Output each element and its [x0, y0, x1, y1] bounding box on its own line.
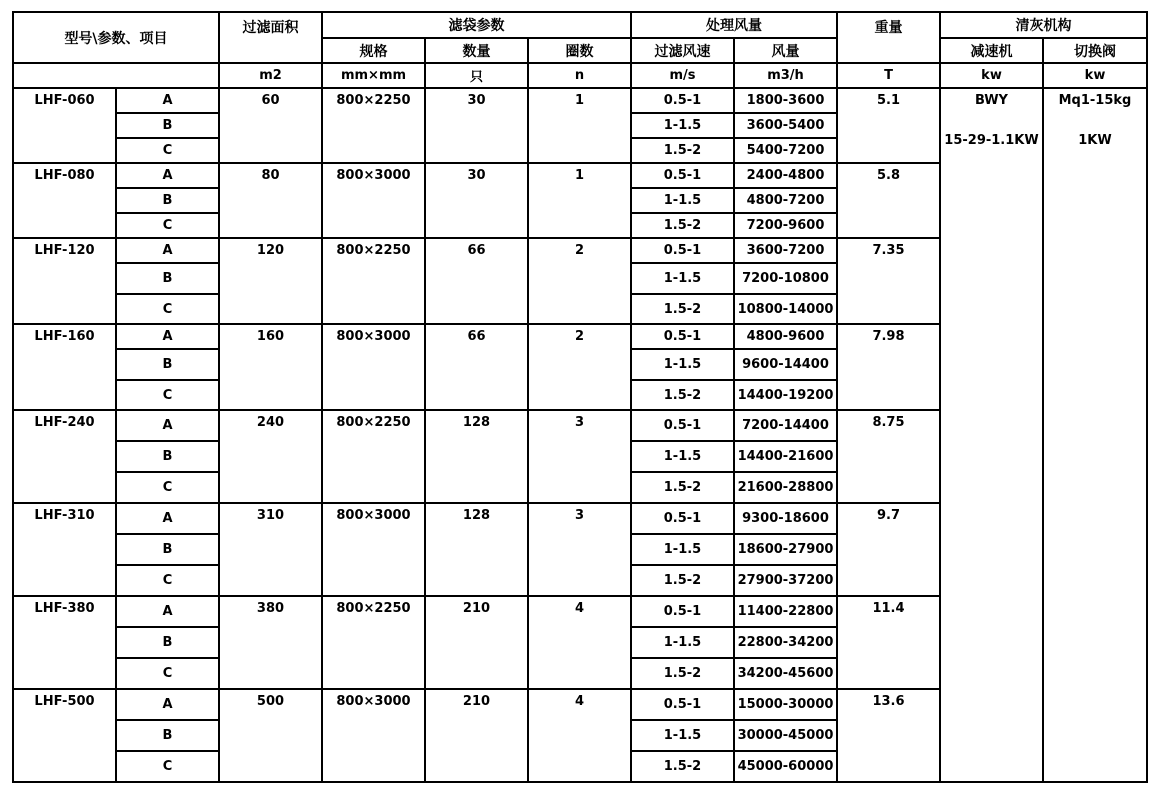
model-name-cell: LHF-240 — [13, 410, 116, 503]
unit-valve: kw — [1043, 63, 1147, 88]
air-volume-cell: 22800-34200 — [734, 627, 837, 658]
unit-blank-cell — [13, 63, 219, 88]
model-name-cell: LHF-380 — [13, 596, 116, 689]
filter-speed-header: 过滤风速 — [631, 38, 734, 63]
unit-area: m2 — [219, 63, 322, 88]
variant-label-cell: C — [116, 213, 219, 238]
variant-label-cell: C — [116, 472, 219, 503]
model-name-cell: LHF-310 — [13, 503, 116, 596]
units-row — [13, 63, 1147, 88]
bag-spec-cell: 800×2250 — [322, 238, 425, 324]
valve-power: 1KW — [1078, 133, 1112, 148]
unit-spec: mm×mm — [322, 63, 425, 88]
variant-label-cell: A — [116, 163, 219, 188]
model-name-cell: LHF-080 — [13, 163, 116, 238]
variant-label-cell: B — [116, 627, 219, 658]
rings-cell: 1 — [528, 88, 631, 163]
air-volume-cell: 27900-37200 — [734, 565, 837, 596]
filter-speed-cell: 1.5-2 — [631, 294, 734, 324]
filter-speed-cell: 1.5-2 — [631, 751, 734, 782]
filter-speed-cell: 1-1.5 — [631, 263, 734, 294]
variant-label-cell: B — [116, 263, 219, 294]
filter-speed-cell: 1-1.5 — [631, 113, 734, 138]
bag-quantity-cell: 66 — [425, 238, 528, 324]
variant-label-cell: C — [116, 751, 219, 782]
variant-label-cell: A — [116, 596, 219, 627]
air-volume-cell: 15000-30000 — [734, 689, 837, 720]
air-volume-group-header: 处理风量 — [631, 12, 837, 38]
rings-cell: 1 — [528, 163, 631, 238]
bag-quantity-cell: 30 — [425, 88, 528, 163]
filter-area-cell: 80 — [219, 163, 322, 238]
filter-speed-cell: 1.5-2 — [631, 213, 734, 238]
bag-quantity-cell: 210 — [425, 689, 528, 782]
table-body — [13, 12, 1147, 782]
air-volume-cell: 3600-7200 — [734, 238, 837, 263]
variant-label-cell: B — [116, 349, 219, 380]
filter-speed-cell: 0.5-1 — [631, 163, 734, 188]
air-volume-cell: 7200-10800 — [734, 263, 837, 294]
filter-speed-cell: 1-1.5 — [631, 188, 734, 213]
filter-area-header: 过滤面积 — [219, 12, 322, 63]
variant-label-cell: B — [116, 534, 219, 565]
air-volume-cell: 14400-19200 — [734, 380, 837, 410]
bag-spec-cell: 800×2250 — [322, 410, 425, 503]
filter-speed-cell: 0.5-1 — [631, 88, 734, 113]
bag-quantity-cell: 30 — [425, 163, 528, 238]
filter-speed-cell: 1-1.5 — [631, 349, 734, 380]
variant-label-cell: B — [116, 188, 219, 213]
variant-label-cell: C — [116, 565, 219, 596]
weight-cell: 13.6 — [837, 689, 940, 782]
valve-model: Mq1-15kg — [1058, 93, 1132, 108]
air-volume-cell: 34200-45600 — [734, 658, 837, 689]
filter-speed-cell: 0.5-1 — [631, 324, 734, 349]
model-name-cell: LHF-160 — [13, 324, 116, 410]
unit-volume: m3/h — [734, 63, 837, 88]
table-row — [13, 88, 1147, 113]
cleaning-header: 清灰机构 — [940, 12, 1147, 38]
rings-cell: 4 — [528, 596, 631, 689]
filter-speed-cell: 1-1.5 — [631, 441, 734, 472]
rings-cell: 3 — [528, 503, 631, 596]
bag-quantity-cell: 66 — [425, 324, 528, 410]
variant-label-cell: B — [116, 720, 219, 751]
unit-rings: n — [528, 63, 631, 88]
air-volume-cell: 7200-14400 — [734, 410, 837, 441]
variant-label-cell: B — [116, 113, 219, 138]
bag-spec-cell: 800×2250 — [322, 596, 425, 689]
air-volume-cell: 4800-9600 — [734, 324, 837, 349]
filter-speed-cell: 0.5-1 — [631, 503, 734, 534]
filter-speed-cell: 1-1.5 — [631, 534, 734, 565]
variant-label-cell: A — [116, 238, 219, 263]
reducer-header: 减速机 — [940, 38, 1043, 63]
filter-area-cell: 60 — [219, 88, 322, 163]
bag-spec-cell: 800×3000 — [322, 163, 425, 238]
bag-params-header: 滤袋参数 — [322, 12, 631, 38]
filter-area-cell: 500 — [219, 689, 322, 782]
air-volume-cell: 21600-28800 — [734, 472, 837, 503]
filter-speed-cell: 0.5-1 — [631, 410, 734, 441]
bag-spec-cell: 800×3000 — [322, 503, 425, 596]
switch-valve-header: 切换阀 — [1043, 38, 1147, 63]
air-volume-cell: 1800-3600 — [734, 88, 837, 113]
air-volume-cell: 7200-9600 — [734, 213, 837, 238]
filter-speed-cell: 1-1.5 — [631, 627, 734, 658]
weight-cell: 8.75 — [837, 410, 940, 503]
reducer-model: BWY — [975, 93, 1008, 108]
bag-spec-cell: 800×3000 — [322, 689, 425, 782]
air-volume-cell: 10800-14000 — [734, 294, 837, 324]
model-header: 型号\参数、项目 — [13, 12, 219, 63]
bag-quantity-cell: 128 — [425, 503, 528, 596]
variant-label-cell: A — [116, 88, 219, 113]
air-volume-cell: 5400-7200 — [734, 138, 837, 163]
model-name-cell: LHF-500 — [13, 689, 116, 782]
variant-label-cell: C — [116, 380, 219, 410]
filter-speed-cell: 1-1.5 — [631, 720, 734, 751]
model-name-cell: LHF-120 — [13, 238, 116, 324]
unit-weight: T — [837, 63, 940, 88]
rings-cell: 4 — [528, 689, 631, 782]
variant-label-cell: B — [116, 441, 219, 472]
air-volume-cell: 45000-60000 — [734, 751, 837, 782]
rings-cell: 3 — [528, 410, 631, 503]
filter-speed-cell: 1.5-2 — [631, 472, 734, 503]
variant-label-cell: C — [116, 658, 219, 689]
weight-cell: 7.35 — [837, 238, 940, 324]
bag-quantity-cell: 210 — [425, 596, 528, 689]
model-name-cell: LHF-060 — [13, 88, 116, 163]
rings-cell: 2 — [528, 238, 631, 324]
reducer-cell — [940, 88, 1043, 782]
weight-header: 重量 — [837, 12, 940, 63]
rings-header: 圈数 — [528, 38, 631, 63]
variant-label-cell: A — [116, 324, 219, 349]
header-row-1 — [13, 12, 1147, 38]
air-volume-cell: 4800-7200 — [734, 188, 837, 213]
air-volume-cell: 3600-5400 — [734, 113, 837, 138]
bag-quantity-cell: 128 — [425, 410, 528, 503]
air-volume-cell: 9300-18600 — [734, 503, 837, 534]
variant-label-cell: C — [116, 294, 219, 324]
filter-speed-cell: 0.5-1 — [631, 596, 734, 627]
filter-speed-cell: 1.5-2 — [631, 380, 734, 410]
weight-cell: 11.4 — [837, 596, 940, 689]
filter-area-cell: 380 — [219, 596, 322, 689]
weight-cell: 5.8 — [837, 163, 940, 238]
switch-valve-cell — [1043, 88, 1147, 782]
air-volume-cell: 30000-45000 — [734, 720, 837, 751]
unit-speed: m/s — [631, 63, 734, 88]
filter-area-cell: 120 — [219, 238, 322, 324]
air-volume-cell: 14400-21600 — [734, 441, 837, 472]
filter-speed-cell: 1.5-2 — [631, 138, 734, 163]
spec-table — [12, 11, 1148, 783]
filter-speed-cell: 0.5-1 — [631, 689, 734, 720]
variant-label-cell: A — [116, 503, 219, 534]
unit-quantity: 只 — [425, 63, 528, 88]
filter-area-cell: 310 — [219, 503, 322, 596]
variant-label-cell: A — [116, 689, 219, 720]
variant-label-cell: A — [116, 410, 219, 441]
air-volume-cell: 2400-4800 — [734, 163, 837, 188]
rings-cell: 2 — [528, 324, 631, 410]
reducer-power: 15-29-1.1KW — [944, 133, 1039, 148]
filter-area-cell: 240 — [219, 410, 322, 503]
air-volume-cell: 18600-27900 — [734, 534, 837, 565]
bag-spec-cell: 800×2250 — [322, 88, 425, 163]
quantity-header: 数量 — [425, 38, 528, 63]
weight-cell: 9.7 — [837, 503, 940, 596]
filter-speed-cell: 1.5-2 — [631, 565, 734, 596]
weight-cell: 5.1 — [837, 88, 940, 163]
spec-header: 规格 — [322, 38, 425, 63]
air-volume-cell: 11400-22800 — [734, 596, 837, 627]
filter-speed-cell: 0.5-1 — [631, 238, 734, 263]
variant-label-cell: C — [116, 138, 219, 163]
filter-speed-cell: 1.5-2 — [631, 658, 734, 689]
air-volume-header: 风量 — [734, 38, 837, 63]
unit-reducer: kw — [940, 63, 1043, 88]
filter-area-cell: 160 — [219, 324, 322, 410]
bag-spec-cell: 800×3000 — [322, 324, 425, 410]
weight-cell: 7.98 — [837, 324, 940, 410]
air-volume-cell: 9600-14400 — [734, 349, 837, 380]
